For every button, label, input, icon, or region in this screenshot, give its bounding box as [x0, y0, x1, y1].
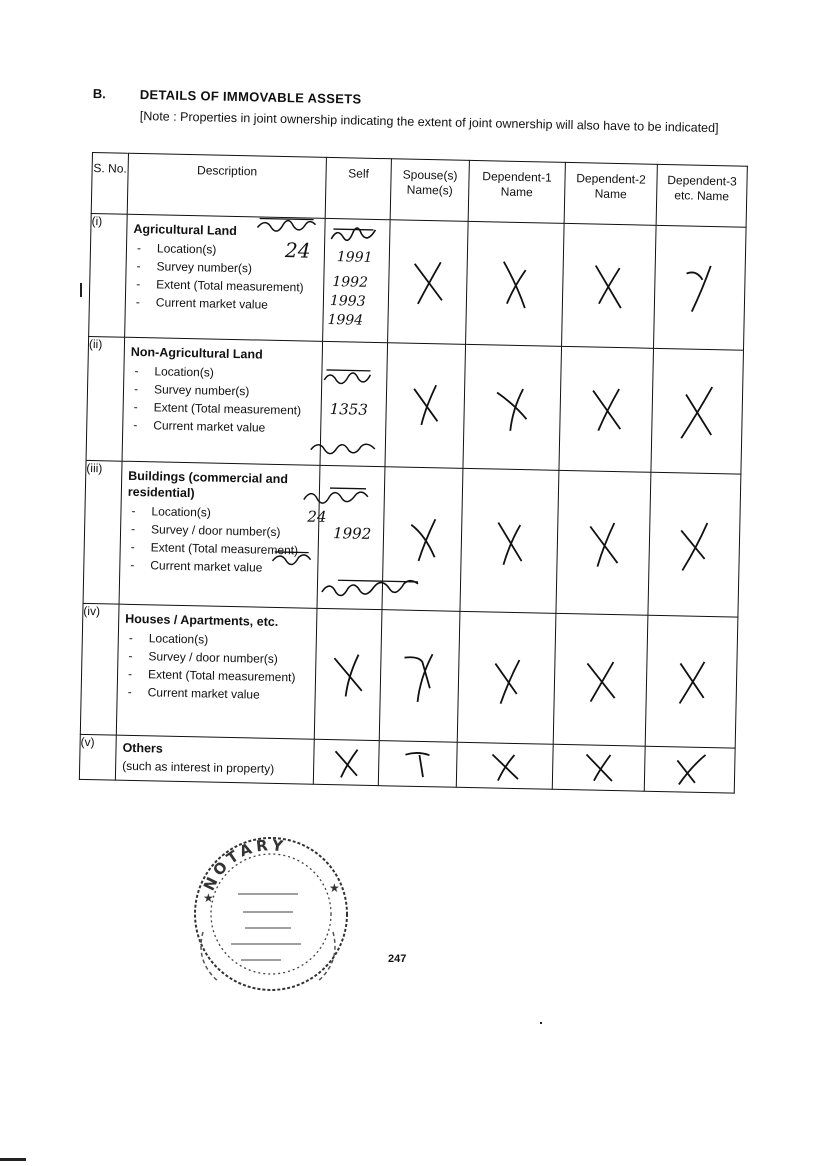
row-category: Houses / Apartments, etc.	[125, 612, 279, 630]
assets-table-wrapper	[79, 152, 747, 794]
dependent-1-cell	[463, 344, 562, 471]
section-note: [Note : Properties in joint ownership indicating the extent of joint ownership will also have to be indicated]	[139, 108, 719, 136]
handwritten-value: 1994	[327, 311, 364, 329]
dependent-3-cell	[644, 746, 735, 793]
list-item: - Current market value	[126, 556, 313, 578]
cross-mark	[489, 513, 530, 570]
list-item: - Location(s)	[133, 239, 320, 261]
row-detail: (such as interest in property)	[122, 758, 275, 776]
handwritten-script-scribble	[320, 363, 380, 388]
row-sno: (ii)	[86, 336, 125, 461]
handwritten-value: 1992	[332, 274, 369, 291]
self-cell	[314, 609, 382, 741]
section-title: DETAILS OF IMMOVABLE ASSETS	[139, 86, 362, 107]
handwritten-value: 1991	[336, 249, 373, 266]
list-item: - Location(s)	[127, 502, 314, 524]
row-description	[115, 735, 314, 784]
dependent-3-cell	[645, 616, 738, 749]
header-dependent-1: Dependent-1 Name	[468, 160, 565, 223]
row-category: Non-Agricultural Land	[130, 344, 263, 362]
spouse-cell	[385, 342, 466, 468]
header-description: Description	[127, 153, 326, 218]
cross-mark	[328, 646, 369, 703]
handwritten-script-scribble	[300, 482, 381, 512]
cross-mark	[402, 511, 443, 568]
list-item: - Current market value	[124, 683, 311, 705]
dependent-2-cell	[556, 471, 651, 616]
scan-speck	[80, 283, 82, 297]
cross-mark	[672, 752, 707, 787]
cross-mark	[400, 747, 435, 782]
scan-speck	[540, 1022, 542, 1024]
cross-mark	[674, 517, 715, 574]
svg-text:★: ★	[203, 891, 214, 905]
list-item: - Survey number(s)	[130, 379, 317, 401]
self-cell	[320, 341, 388, 467]
row-description	[122, 337, 323, 466]
handwritten-value: 24	[284, 238, 311, 263]
list-item: - Extent (Total measurement)	[127, 538, 314, 560]
cross-mark	[588, 257, 629, 314]
row-category: Agricultural Land	[133, 221, 238, 239]
scan-speck	[0, 1158, 26, 1161]
cross-mark	[405, 377, 446, 434]
dependent-3-cell	[654, 225, 747, 349]
dependent-1-cell	[460, 469, 559, 614]
dependent-3-cell	[651, 348, 744, 474]
self-cell	[313, 739, 379, 785]
cross-mark	[586, 381, 627, 438]
svg-text:★: ★	[329, 881, 340, 895]
immovable-assets-table	[79, 152, 748, 794]
spouse-cell	[378, 741, 457, 788]
row-sno: (i)	[89, 213, 128, 336]
list-item: - Extent (Total measurement)	[124, 665, 311, 687]
list-item: - Survey number(s)	[132, 257, 319, 279]
dependent-2-cell	[552, 744, 645, 791]
cross-mark	[407, 253, 448, 310]
table-row	[80, 604, 738, 748]
header-dependent-3: Dependent-3 etc. Name	[656, 164, 747, 227]
cross-mark	[487, 748, 522, 783]
cross-mark	[677, 383, 718, 440]
spouse-cell	[382, 467, 463, 612]
header-sno: S. No.	[91, 153, 128, 215]
row-category: Others	[122, 740, 163, 756]
header-self: Self	[325, 157, 391, 219]
list-item: - Extent (Total measurement)	[129, 397, 316, 419]
row-sno: (iii)	[83, 461, 122, 605]
cross-mark	[679, 259, 720, 316]
row-sno: (v)	[79, 734, 116, 780]
dependent-2-cell	[562, 223, 657, 347]
dependent-2-cell	[553, 614, 648, 747]
stamp-arc-text: NOTARY	[199, 835, 289, 894]
list-item: - Survey / door number(s)	[127, 520, 314, 542]
table-row	[83, 461, 741, 618]
header-dependent-2: Dependent-2 Name	[564, 162, 657, 225]
page-number: 247	[388, 953, 407, 965]
table-row	[89, 213, 746, 349]
row-description	[119, 461, 320, 608]
handwritten-script-scribble	[255, 213, 319, 236]
list-item: - Extent (Total measurement)	[132, 275, 319, 297]
dependent-2-cell	[559, 346, 654, 473]
self-cell	[284, 218, 391, 342]
handwritten-value: 24	[307, 507, 327, 527]
section-number: B.	[92, 85, 106, 102]
cross-mark	[399, 648, 440, 705]
list-item: - Current market value	[129, 415, 316, 437]
self-cell	[307, 466, 385, 610]
row-description	[116, 604, 317, 739]
row-sno: (iv)	[80, 604, 119, 735]
spouse-cell	[388, 220, 469, 344]
handwritten-value: 1993	[329, 293, 366, 310]
notary-stamp-seal	[183, 822, 353, 1002]
handwritten-script-scribble	[309, 437, 381, 461]
handwritten-script-scribble	[327, 221, 384, 248]
spouse-cell	[379, 610, 460, 742]
list-item: - Survey / door number(s)	[124, 647, 311, 669]
dependent-1-cell	[456, 742, 553, 789]
list-item: - Location(s)	[130, 361, 317, 383]
cross-mark	[580, 651, 621, 708]
cross-mark	[492, 379, 533, 436]
dependent-1-cell	[457, 612, 556, 745]
cross-mark	[486, 650, 527, 707]
row-category: Buildings (commercial and residential)	[127, 469, 289, 501]
list-item: - Location(s)	[125, 629, 312, 651]
dependent-1-cell	[466, 221, 565, 346]
cross-mark	[583, 515, 624, 572]
cross-mark	[494, 255, 535, 312]
list-item: - Current market value	[132, 293, 319, 315]
header-spouse: Spouse(s) Name(s)	[390, 159, 469, 222]
cross-mark	[329, 745, 364, 780]
dependent-3-cell	[648, 473, 741, 618]
cross-mark	[671, 653, 712, 710]
cross-mark	[581, 750, 616, 785]
table-row	[86, 336, 743, 474]
handwritten-value: 1992	[332, 524, 372, 544]
handwritten-value: 1353	[329, 399, 369, 419]
